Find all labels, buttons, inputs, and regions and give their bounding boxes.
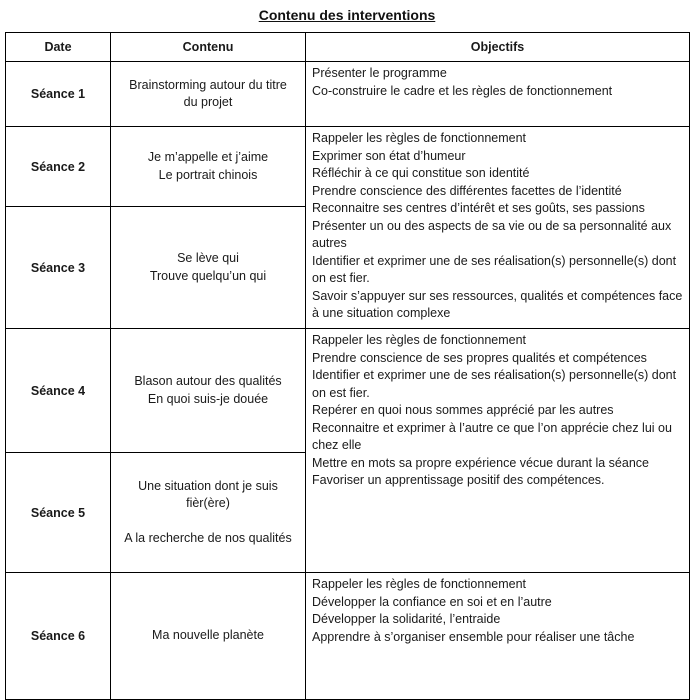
page-title: Contenu des interventions [258, 7, 436, 23]
table-row-seance-4 [6, 329, 690, 453]
objectifs-cell-seances-2-3 [306, 127, 690, 329]
contenu-text [122, 77, 294, 112]
contenu-text [122, 373, 294, 408]
contenu-cell-seance-3 [111, 207, 306, 329]
contenu-cell-seance-1 [111, 62, 306, 127]
text-line: Blason autour des qualités [134, 374, 282, 388]
text-line: Savoir s’appuyer sur ses ressources, qualités et compétences face à une situation complexe [312, 288, 683, 320]
text-line: Une situation dont je suis fièr(ère) [138, 478, 278, 510]
text-line: Trouve quelqu’un qui [149, 268, 267, 283]
text-line: Identifier et exprimer une de ses réalisation(s) personnelle(s) dont on est fier. [312, 368, 677, 400]
col-header-date: Date [6, 33, 111, 62]
contenu-cell-seance-5 [111, 453, 306, 573]
objectifs-cell-seance-1 [306, 62, 690, 127]
text-line: A la recherche de nos qualités [124, 531, 292, 545]
text-line: Développer la solidarité, l’entraide [312, 612, 501, 626]
text-line: Reconnaitre ses centres d’intérêt et ses goûts, ses passions [312, 201, 645, 215]
text-line [122, 513, 294, 531]
text-line: Mettre en mots sa propre expérience vécue durant la séance [312, 455, 649, 470]
text-line: Repérer en quoi nous sommes apprécié par les autres [312, 403, 614, 417]
text-line: Apprendre à s’organiser ensemble pour réaliser une tâche [312, 629, 635, 644]
table-row-seance-6 [6, 573, 690, 700]
contenu-text [122, 478, 294, 548]
contenu-text [122, 250, 294, 285]
header-row [6, 33, 690, 62]
text-line: Réfléchir à ce qui constitue son identité [312, 166, 530, 180]
text-line: Exprimer son état d’humeur [312, 148, 466, 163]
text-line: Développer la confiance en soi et en l’autre [312, 594, 552, 609]
text-line: Rappeler les règles de fonctionnement [312, 577, 527, 591]
objectifs-cell-seance-6 [306, 573, 690, 700]
text-line: Brainstorming autour du titre du projet [129, 77, 287, 109]
text-line: Rappeler les règles de fonctionnement [312, 131, 527, 145]
text-line: Présenter le programme [312, 66, 447, 80]
text-line: Rappeler les règles de fonctionnement [312, 333, 527, 347]
date-cell-seance-5: Séance 5 [6, 453, 111, 573]
contenu-cell-seance-4 [111, 329, 306, 453]
col-header-contenu: Contenu [111, 33, 306, 62]
col-header-objectifs: Objectifs [306, 33, 690, 62]
text-line: Se lève qui [177, 251, 239, 265]
date-cell-seance-1: Séance 1 [6, 62, 111, 127]
text-line: Identifier et exprimer une de ses réalisation(s) personnelle(s) dont on est fier. [312, 253, 677, 285]
text-line: Co-construire le cadre et les règles de fonctionnement [312, 83, 613, 98]
contenu-text [122, 149, 294, 184]
date-cell-seance-6: Séance 6 [6, 573, 111, 700]
contenu-cell-seance-6 [111, 573, 306, 700]
objectifs-cell-seances-4-5 [306, 329, 690, 573]
text-line: Ma nouvelle planète [152, 628, 264, 643]
text-line: Prendre conscience de ses propres qualités et compétences [312, 350, 647, 365]
text-line: Présenter un ou des aspects de sa vie ou de sa personnalité aux autres [312, 218, 672, 250]
text-line: Favoriser un apprentissage positif des compétences. [312, 473, 605, 487]
table-row-seance-2 [6, 127, 690, 207]
text-line: Prendre conscience des différentes facettes de l’identité [312, 183, 622, 198]
contenu-cell-seance-2 [111, 127, 306, 207]
date-cell-seance-4: Séance 4 [6, 329, 111, 453]
text-line: En quoi suis-je douée [147, 391, 269, 406]
contenu-text [122, 627, 294, 645]
table-row-seance-1 [6, 62, 690, 127]
date-cell-seance-2: Séance 2 [6, 127, 111, 207]
text-line: Je m’appelle et j’aime [147, 150, 269, 164]
text-line: Le portrait chinois [158, 167, 258, 182]
text-line: Reconnaitre et exprimer à l’autre ce que l’on apprécie chez lui ou chez elle [312, 420, 672, 452]
interventions-table [5, 32, 690, 700]
date-cell-seance-3: Séance 3 [6, 207, 111, 329]
